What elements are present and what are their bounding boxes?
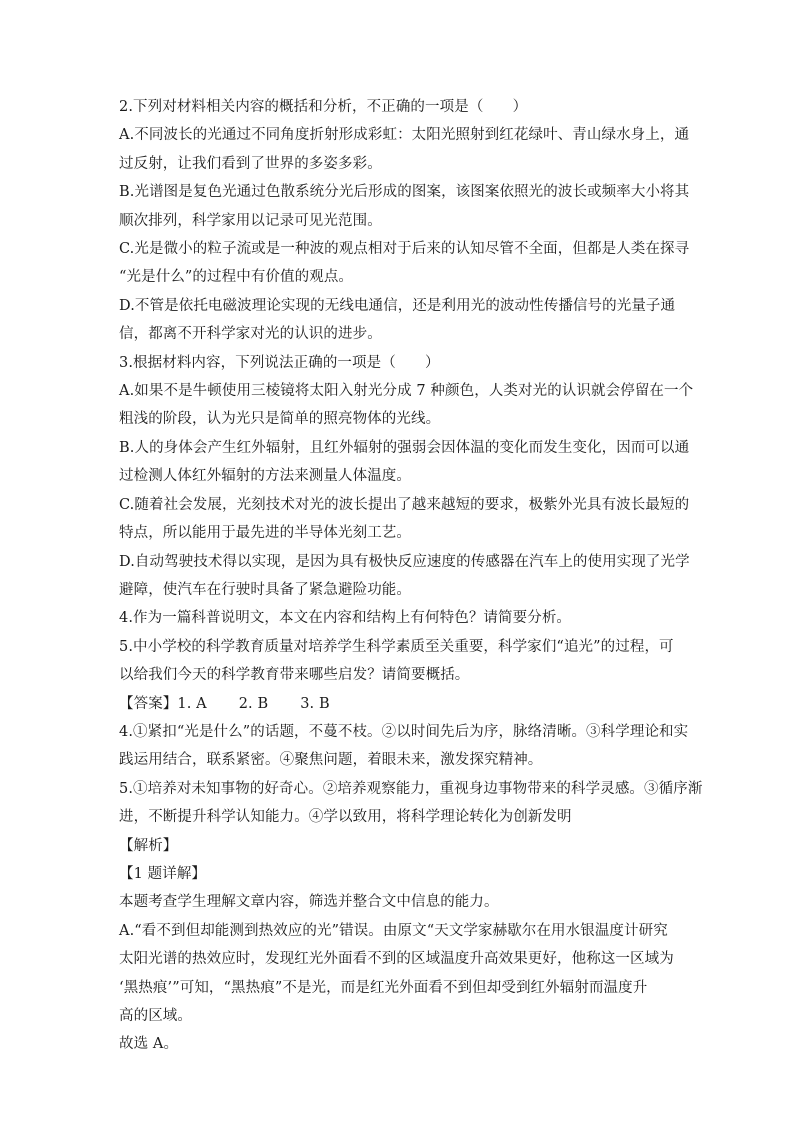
answer-5-line1: 5.①培养对未知事物的好奇心。②培养观察能力，重视身边事物带来的科学灵感。③循序渐 — [119, 780, 703, 797]
analysis-heading: 【解析】 — [119, 837, 178, 854]
analysis-a-line3: ‘黑热痕’”可知，“黑热痕”不是光，而是红光外面看不到但却受到红外辐射而温度升 — [119, 979, 648, 996]
analysis-a-line1: A.“看不到但却能测到热效应的光”错误。由原文“天文学家赫歇尔在用水银温度计研究 — [119, 922, 668, 939]
option-2c-line1: C.光是微小的粒子流或是一种波的观点相对于后来的认知尽管不全面，但都是人类在探寻 — [119, 241, 690, 258]
option-3b-line2: 过检测人体红外辐射的方法来测量人体温度。 — [119, 468, 411, 485]
option-3a-line2: 粗浅的阶段，认为光只是简单的照亮物体的光线。 — [119, 411, 441, 428]
analysis-a-line2: 太阳光谱的热效应时，发现红光外面看不到的区域温度升高效果更好，他称这一区域为 — [119, 951, 674, 968]
answer-3: 3. B — [300, 695, 330, 712]
answer-4-line1: 4.①紧扣“光是什么”的话题，不蔓不枝。②以时间先后为序，脉络清晰。③科学理论和实 — [119, 723, 689, 740]
option-3c-line1: C.随着社会发展，光刻技术对光的波长提出了越来越短的要求，极紫外光具有波长最短的 — [119, 496, 690, 513]
option-2b-line1: B.光谱图是复色光通过色散系统分光后形成的图案，该图案依照光的波长或频率大小将其 — [119, 184, 690, 201]
option-2b-line2: 顺次排列，科学家用以记录可见光范围。 — [119, 212, 382, 229]
option-2d-line2: 信，都离不开科学家对光的认识的进步。 — [119, 326, 382, 343]
option-3d-line2: 避障，使汽车在行驶时具备了紧急避险功能。 — [119, 581, 411, 598]
question-4: 4.作为一篇科普说明文，本文在内容和结构上有何特色？请简要分析。 — [119, 610, 572, 627]
analysis-intro: 本题考查学生理解文章内容，筛选并整合文中信息的能力。 — [119, 894, 499, 911]
question-2: 2.下列对材料相关内容的概括和分析，不正确的一项是（ ） — [119, 99, 528, 115]
option-3d-line1: D.自动驾驶技术得以实现，是因为具有极快反应速度的传感器在汽车上的使用实现了光学 — [119, 553, 690, 570]
option-2d-line1: D.不管是依托电磁波理论实现的无线电通信，还是利用光的波动性传播信号的光量子通 — [119, 297, 676, 314]
option-2a-line2: 过反射，让我们看到了世界的多姿多彩。 — [119, 155, 382, 172]
answer-4-line2: 践运用结合，联系紧密。④聚焦问题，着眼未来，激发探究精神。 — [119, 752, 543, 769]
answer-row — [119, 690, 674, 718]
answer-2: 2. B — [238, 695, 269, 712]
answer-5-line2: 进，不断提升科学认知能力。④学以致用，将科学理论转化为创新发明 — [119, 809, 572, 826]
q1-detail-heading: 【1 题详解】 — [119, 865, 207, 882]
analysis-conclusion: 故选 A。 — [119, 1036, 179, 1053]
question-5-line1: 5.中小学校的科学教育质量对培养学生科学素质至关重要，科学家们“追光”的过程，可 — [119, 638, 674, 655]
option-3a-line1: A.如果不是牛顿使用三棱镜将太阳入射光分成 7 种颜色，人类对光的认识就会停留在一个 — [119, 383, 694, 400]
option-2c-line2: “光是什么”的过程中有价值的观点。 — [119, 269, 354, 286]
option-3c-line2: 特点，所以能用于最先进的半导体光刻工艺。 — [119, 525, 411, 542]
answer-1: 1. A — [177, 695, 207, 712]
question-5-line2: 以给我们今天的科学教育带来哪些启发？请简要概括。 — [119, 667, 470, 684]
option-3b-line1: B.人的身体会产生红外辐射，且红外辐射的强弱会因体温的变化而发生变化，因而可以通 — [119, 439, 690, 456]
analysis-a-line4: 高的区域。 — [119, 1008, 192, 1024]
question-3: 3.根据材料内容，下列说法正确的一项是（ ） — [119, 354, 440, 371]
option-2a-line1: A.不同波长的光通过不同角度折射形成彩虹：太阳光照射到红花绿叶、青山绿水身上，通 — [119, 127, 690, 144]
answer-label: 【答案】 — [119, 695, 178, 712]
